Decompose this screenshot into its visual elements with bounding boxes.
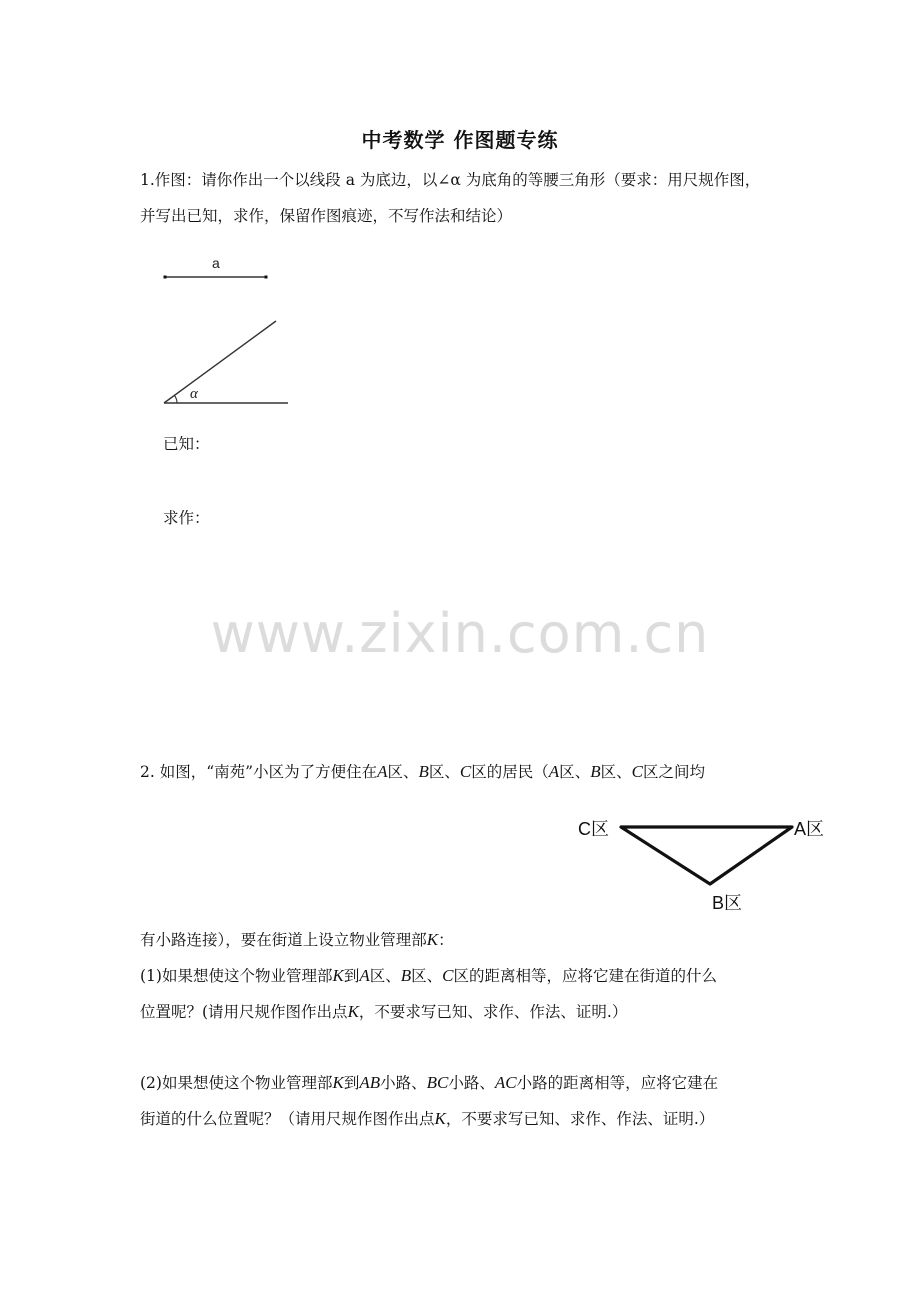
- page-title: 中考数学 作图题专练: [361, 128, 559, 152]
- q2-part2-line2: 街道的什么位置呢？（请用尺规作图作出点K，不要求写已知、求作、作法、证明.）: [140, 1109, 715, 1128]
- q2-part1-line2: 位置呢？(请用尺规作图作出点K，不要求写已知、求作、作法、证明.）: [140, 1002, 628, 1021]
- segment-a-endpoint-right: [265, 276, 268, 279]
- segment-label: a: [212, 255, 220, 271]
- q1-line1: 1.作图：请你作出一个以线段 a 为底边，以∠α 为底角的等腰三角形（要求：用尺规作图，: [140, 171, 761, 189]
- q2-line2: 有小路连接），要在街道上设立物业管理部K：: [140, 930, 454, 949]
- triangle-abc: [621, 827, 792, 884]
- label-c-area: C区: [578, 819, 609, 839]
- angle-ray-slant: [164, 321, 276, 403]
- label-b-area: B区: [712, 893, 743, 913]
- q1-line2: 并写出已知，求作，保留作图痕迹，不写作法和结论）: [140, 207, 513, 225]
- q1-construct: 求作：: [163, 509, 210, 527]
- segment-a-endpoint-left: [164, 276, 167, 279]
- watermark: www.zixin.com.cn: [210, 602, 710, 665]
- q2-triangle-figure: [574, 812, 834, 922]
- angle-arc: [175, 396, 178, 404]
- q2-part2-line1: (2)如果想使这个物业管理部K到AB小路、BC小路、AC小路的距离相等，应将它建在: [140, 1073, 719, 1092]
- q1-known: 已知：: [163, 435, 210, 453]
- q2-part1-line1: (1)如果想使这个物业管理部K到A区、B区、C区的距离相等，应将它建在街道的什么: [140, 966, 718, 985]
- q2-line1: 2. 如图，“南苑”小区为了方便住在A区、B区、C区的居民（A区、B区、C区之间均: [140, 762, 705, 781]
- q1-figure: [160, 250, 320, 410]
- angle-label: α: [190, 386, 198, 402]
- label-a-area: A区: [794, 819, 825, 839]
